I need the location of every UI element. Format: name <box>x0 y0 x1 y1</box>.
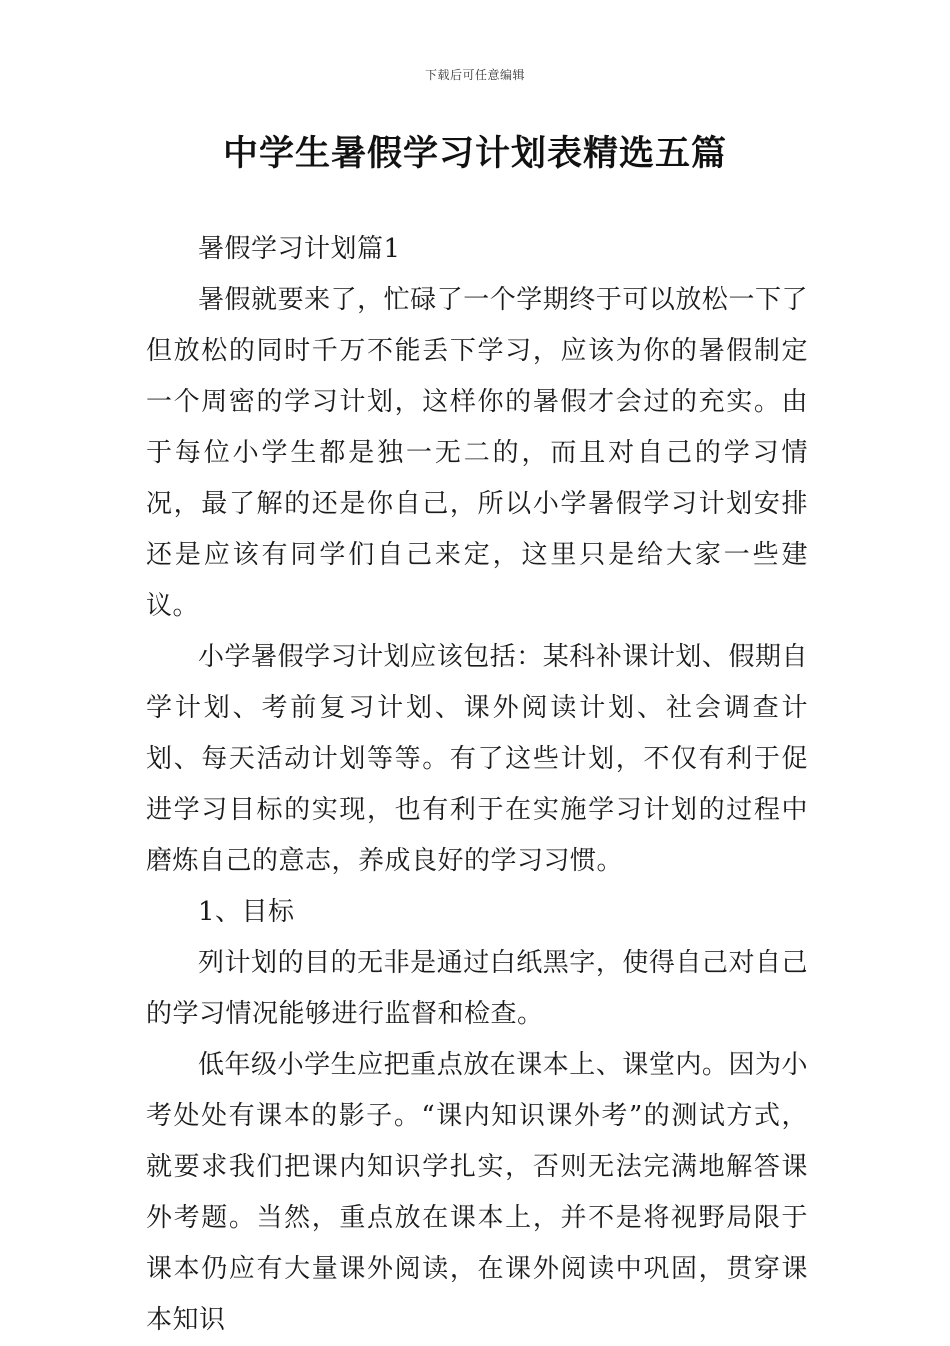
header-note: 下载后可任意编辑 <box>424 68 525 82</box>
subsection-heading: 1、目标 <box>198 897 295 927</box>
section-heading: 暑假学习计划篇1 <box>198 234 401 264</box>
paragraph: 列计划的目的无非是通过白纸黑字，使得自己对自己的学习情况能够进行监督和检查。 <box>146 948 808 1029</box>
document-body <box>146 224 808 1346</box>
document-title: 中学生暑假学习计划表精选五篇 <box>222 134 727 174</box>
paragraph: 小学暑假学习计划应该包括：某科补课计划、假期自学计划、考前复习计划、课外阅读计划、社会调查计划、每天活动计划等等。有了这些计划，不仅有利于促进学习目标的实现，也有利于在实施学习计划的过程中磨炼自己的意志，养成良好的学习习惯。 <box>146 642 808 876</box>
paragraph: 低年级小学生应把重点放在课本上、课堂内。因为小考处处有课本的影子。“课内知识课外考”的测试方式，就要求我们把课内知识学扎实，否则无法完满地解答课外考题。当然，重点放在课本上，并不是将视野局限于课本仍应有大量课外阅读，在课外阅读中巩固，贯穿课本知识 <box>146 1050 808 1335</box>
paragraph: 暑假就要来了，忙碌了一个学期终于可以放松一下了但放松的同时千万不能丢下学习，应该为你的暑假制定一个周密的学习计划，这样你的暑假才会过的充实。由于每位小学生都是独一无二的，而且对自己的学习情况，最了解的还是你自己，所以小学暑假学习计划安排还是应该有同学们自己来定，这里只是给大家一些建议。 <box>146 285 808 621</box>
